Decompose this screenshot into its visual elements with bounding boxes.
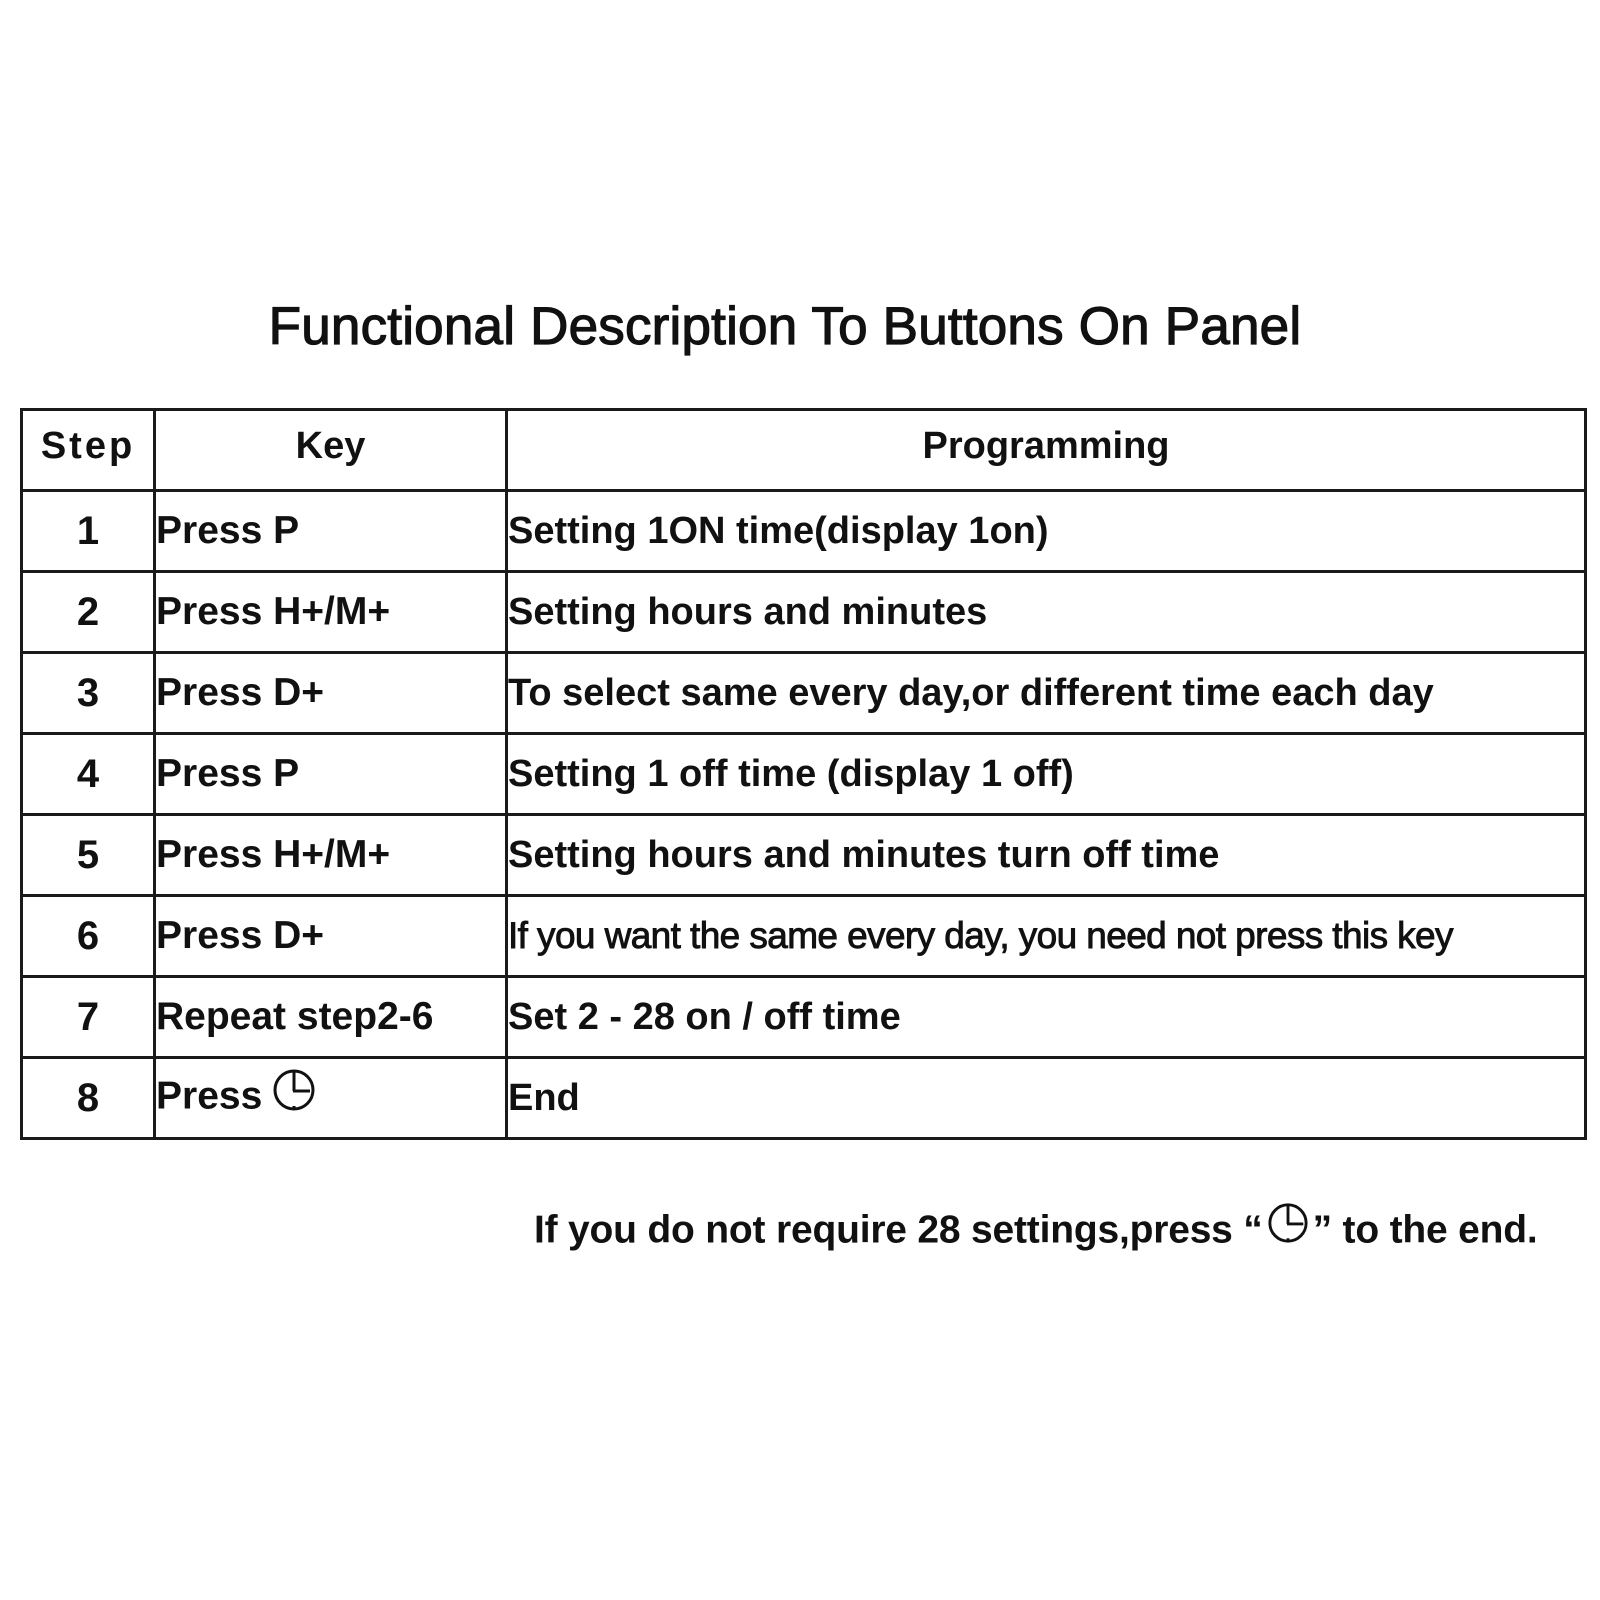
programming-cell: Set 2 - 28 on / off time xyxy=(507,977,1586,1058)
key-cell: Press P xyxy=(155,491,507,572)
programming-cell: Setting hours and minutes xyxy=(507,572,1586,653)
programming-cell: Setting hours and minutes turn off time xyxy=(507,815,1586,896)
table-row xyxy=(22,491,1586,572)
key-cell: Press D+ xyxy=(155,653,507,734)
clock-icon xyxy=(272,1068,316,1122)
table-row xyxy=(22,977,1586,1058)
step-cell: 4 xyxy=(22,734,155,815)
footnote xyxy=(534,1206,1538,1258)
key-cell: Press H+/M+ xyxy=(155,572,507,653)
programming-cell: Setting 1 off time (display 1 off) xyxy=(507,734,1586,815)
step-cell: 8 xyxy=(22,1058,155,1139)
programming-cell: End xyxy=(507,1058,1586,1139)
key-cell xyxy=(155,1058,507,1139)
step-cell: 1 xyxy=(22,491,155,572)
footnote-text-start: If you do not require 28 settings,press “ xyxy=(534,1208,1263,1252)
table-row xyxy=(22,653,1586,734)
key-label: Press xyxy=(156,1074,263,1118)
key-cell: Press D+ xyxy=(155,896,507,977)
step-cell: 3 xyxy=(22,653,155,734)
header-programming: Programming xyxy=(507,410,1586,491)
programming-cell: To select same every day,or different time each day xyxy=(507,653,1586,734)
clock-icon xyxy=(1267,1202,1309,1254)
programming-cell: Setting 1ON time(display 1on) xyxy=(507,491,1586,572)
key-cell: Press H+/M+ xyxy=(155,815,507,896)
table-row xyxy=(22,896,1586,977)
step-cell: 2 xyxy=(22,572,155,653)
header-step: Step xyxy=(22,410,155,491)
steps-table xyxy=(20,408,1587,1140)
footnote-text-end: ” to the end. xyxy=(1312,1208,1538,1252)
table-row xyxy=(22,815,1586,896)
step-cell: 5 xyxy=(22,815,155,896)
key-cell: Press P xyxy=(155,734,507,815)
programming-cell: If you want the same every day, you need not press this key xyxy=(507,896,1586,977)
step-cell: 7 xyxy=(22,977,155,1058)
table-row xyxy=(22,1058,1586,1139)
table-row xyxy=(22,734,1586,815)
table-row xyxy=(22,572,1586,653)
table-header-row xyxy=(22,410,1586,491)
header-key: Key xyxy=(155,410,507,491)
key-cell: Repeat step2-6 xyxy=(155,977,507,1058)
step-cell: 6 xyxy=(22,896,155,977)
page-title: Functional Description To Buttons On Panel xyxy=(268,297,1302,356)
